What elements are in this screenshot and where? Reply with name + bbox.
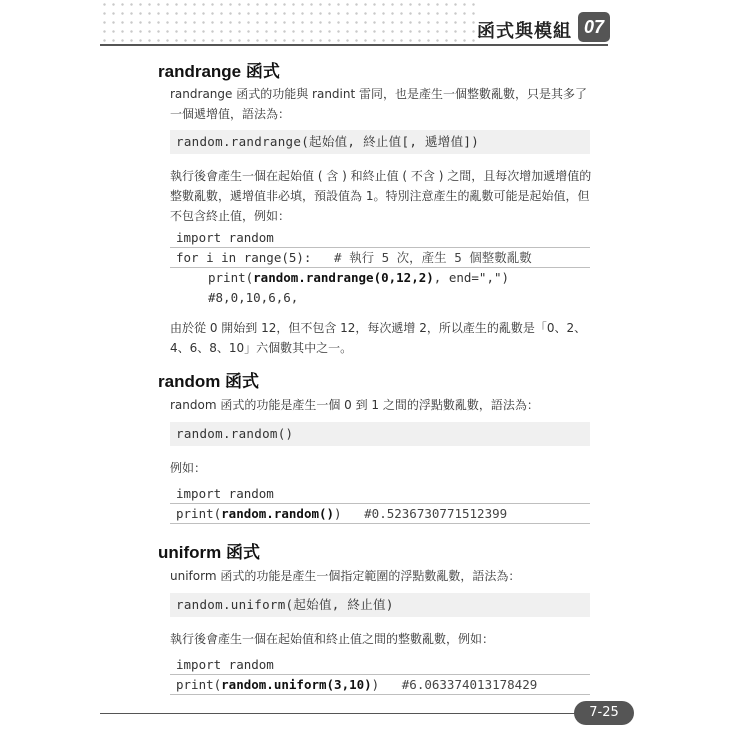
randrange-code-block [170,228,590,308]
footer-divider [100,713,580,714]
randrange-syntax: random.randrange(起始值, 終止值[, 遞增值]) [170,130,590,154]
uniform-intro: uniform 函式的功能是產生一個指定範圍的浮點數亂數，語法為： [170,569,521,583]
random-intro: random 函式的功能是產生一個 0 到 1 之間的浮點數亂數，語法為： [170,398,539,412]
code-line [170,248,590,268]
code-bold: random.random() [221,506,335,521]
code-line [170,504,590,524]
code-comment: #0.5236730771512399 [364,506,508,521]
random-code-block [170,484,590,524]
code-comment: # 執行 5 次，產生 5 個整數亂數 [334,250,532,265]
code-bold: random.randrange(0,12,2) [253,270,434,285]
code-text: print( [208,270,254,285]
uniform-code-block [170,655,590,695]
code-comment: #6.063374013178429 [401,677,538,692]
section-title-uniform: uniform 函式 [158,543,260,562]
code-line: #8,0,10,6,6, [208,290,299,305]
code-line: import random [170,484,590,504]
randrange-description: 執行後會產生一個在起始值 ( 含 ) 和終止值 ( 不含 ) 之間，且每次增加遞增值的整數亂數，遞增值非必填，預設值為 1。特別注意產生的亂數可能是起始值，但不包含終止值，例如： [170,169,592,223]
code-line: import random [170,655,590,675]
uniform-description: 執行後會產生一個在起始值和終止值之間的整數亂數，例如： [170,632,495,646]
uniform-syntax: random.uniform(起始值, 終止值) [170,593,590,617]
section-title-random: random 函式 [158,372,260,391]
chapter-title: 函式與模組 [477,21,572,42]
header-divider [100,44,608,46]
code-bold: random.uniform(3,10) [221,677,372,692]
code-line: import random [170,228,590,248]
randrange-intro: randrange 函式的功能與 randint 雷同，也是產生一個整數亂數，只是其多了一個遞增值，語法為： [170,87,588,121]
code-text: ) [371,677,380,692]
code-line [170,268,590,288]
section-title-randrange: randrange 函式 [158,62,280,81]
page-number-badge: 7-25 [574,701,634,725]
header-dot-pattern [100,0,475,48]
code-text: print( [176,506,222,521]
random-example-label: 例如： [170,461,207,475]
code-line [170,675,590,695]
code-text: print( [176,677,222,692]
code-text: , end=",") [433,270,510,285]
chapter-number-badge: 07 [578,12,610,42]
random-syntax: random.random() [170,422,590,446]
code-text: for i in range(5): [176,250,312,265]
randrange-explanation: 由於從 0 開始到 12，但不包含 12，每次遞增 2，所以產生的亂數是「0、2、4、6、8、10」六個數其中之一。 [170,321,587,355]
code-text: ) [334,506,342,521]
